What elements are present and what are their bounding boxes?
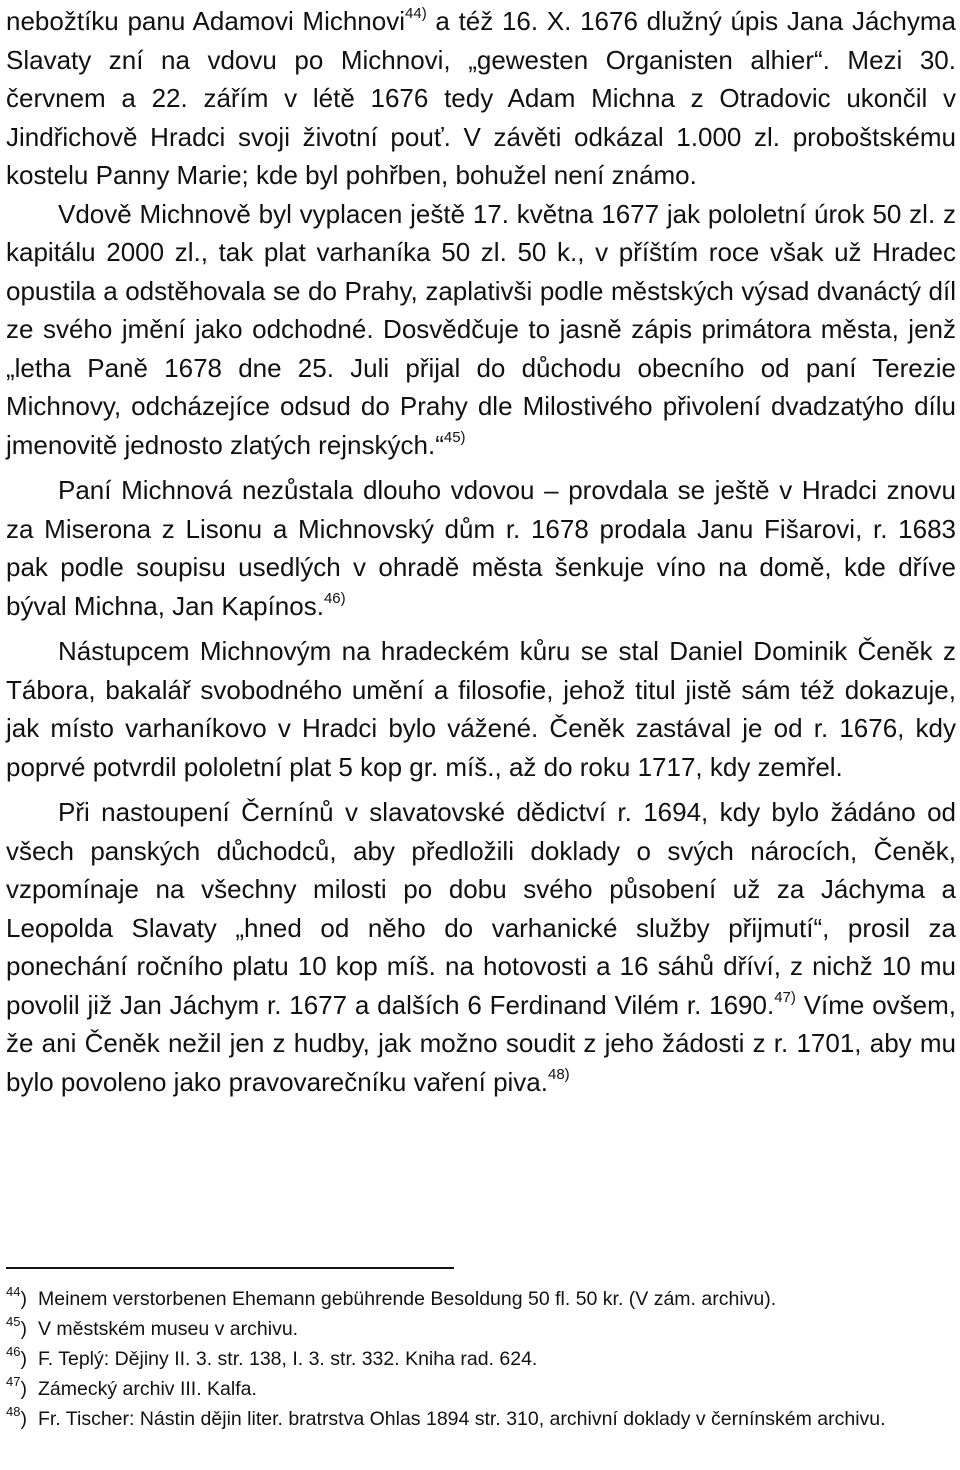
paragraph-4 — [6, 632, 956, 786]
footnote-ref-46: 46) — [323, 589, 346, 607]
paragraph-5 — [6, 793, 956, 1101]
paragraph-1-text-a: nebožtíku panu Adamovi Michnovi — [6, 6, 406, 36]
footnote-number: 45 — [6, 1314, 21, 1329]
paragraph-2 — [6, 195, 956, 465]
footnote-number: 48 — [6, 1404, 21, 1419]
footnote-47 — [6, 1374, 956, 1404]
footnote-ref-48: 48) — [548, 1065, 570, 1083]
paragraph-4-text: Nástupcem Michnovým na hradeckém kůru se stal Daniel Dominik Čeněk z Tábora, bakalář svobodného umění a filosofie, jehož titul jistě sám též dokazuje, jak místo varhaníkovo v Hradci bylo vážené. Čeněk zastával je od r. 1676, kdy poprvé potvrdil pololetní plat 5 kop gr. míš., až do roku 1717, kdy zemřel. — [6, 636, 956, 782]
footnote-paren: ) — [20, 1288, 27, 1310]
footnote-text: F. Teplý: Dějiny II. 3. str. 138, I. 3. str. 332. Kniha rad. 624. — [38, 1348, 538, 1370]
body-text — [6, 2, 956, 1101]
footnote-text: Meinem verstorbenen Ehemann gebührende Besoldung 50 fl. 50 kr. (V zám. archivu). — [38, 1288, 777, 1310]
paragraph-5-text-a: Při nastoupení Černínů v slavatovské dědictví r. 1694, kdy bylo žádáno od všech panských důchodců, aby předložili doklady o svých nárocích, Čeněk, vzpomínaje na všechny milosti po dobu svého působení už za Jáchyma a Leopolda Slavaty „hned od něho do varhanické služby přijmutí“, prosil za ponechání ročního platu 10 kop míš. na hotovosti a 16 sáhů dříví, z nichž 10 mu povolil již Jan Jáchym r. 1677 a dalších 6 Ferdinand Vilém r. 1690. — [6, 797, 956, 1020]
footnote-ref-45: 45) — [443, 428, 466, 446]
footnote-paren: ) — [20, 1348, 27, 1370]
footnote-text: V městském museu v archivu. — [38, 1318, 299, 1340]
footnotes — [6, 1284, 956, 1434]
footnote-number: 47 — [6, 1374, 21, 1389]
footnote-paren: ) — [20, 1408, 27, 1430]
footnote-46 — [6, 1344, 956, 1374]
footnote-ref-44: 44) — [405, 5, 427, 22]
footnote-44 — [6, 1284, 956, 1314]
paragraph-2-text: Vdově Michnově byl vyplacen ještě 17. května 1677 jak pololetní úrok 50 zl. z kapitálu 2000 zl., tak plat varhaníka 50 zl. 50 k., v příštím roce však už Hradec opustila a odstěhovala se do Prahy, zaplativši podle městských výsad dvanáctý díl ze svého jmění jako odchodné. Dosvědčuje to jasně zápis primátora města, jenž „letha Paně 1678 dne 25. Juli přijal do důchodu obecního od paní Terezie Michnovy, odcházejíce odsud do Prahy dle Milostivého přivolení dvadzatýho dílu jmenovitě jednosto zlatých rejnských.“ — [6, 198, 956, 460]
footnote-48 — [6, 1404, 956, 1434]
paragraph-3-text: Paní Michnová nezůstala dlouho vdovou – provdala se ještě v Hradci znovu za Miserona z Lisonu a Michnovský dům r. 1678 prodala Janu Fišarovi, r. 1683 pak podle soupisu usedlých v ohradě města šenkuje víno na domě, kde dříve býval Michna, Jan Kapínos. — [6, 475, 956, 621]
paragraph-3 — [6, 471, 956, 625]
footnote-number: 44 — [6, 1284, 21, 1299]
footnote-paren: ) — [20, 1318, 27, 1340]
footnote-paren: ) — [20, 1378, 27, 1400]
paragraph-1 — [6, 2, 956, 195]
paragraph-1-text-b: a též 16. X. 1676 dlužný úpis Jana Jáchyma Slavaty zní na vdovu po Michnovi, „gewesten Organisten alhier“. Mezi 30. červnem a 22. zářím v létě 1676 tedy Adam Michna z Otradovic ukončil v Jindřichově Hradci svoji životní pouť. V závěti odkázal 1.000 zl. proboštskému kostelu Panny Marie; kde byl pohřben, bohužel není známo. — [6, 6, 956, 190]
footnote-divider — [6, 1267, 454, 1269]
footnote-text: Fr. Tischer: Nástin dějin liter. bratrstva Ohlas 1894 str. 310, archivní doklady v černínském archivu. — [38, 1408, 886, 1430]
footnote-ref-47: 47) — [774, 988, 796, 1006]
footnote-number: 46 — [6, 1344, 21, 1359]
paragraph-5-text-b: Víme ovšem, že ani Čeněk nežil jen z hudby, jak možno soudit z jeho žádosti z r. 1701, aby mu bylo povoleno jako pravovarečníku vaření piva. — [6, 989, 956, 1097]
footnote-45 — [6, 1314, 956, 1344]
footnote-text: Zámecký archiv III. Kalfa. — [38, 1378, 257, 1400]
